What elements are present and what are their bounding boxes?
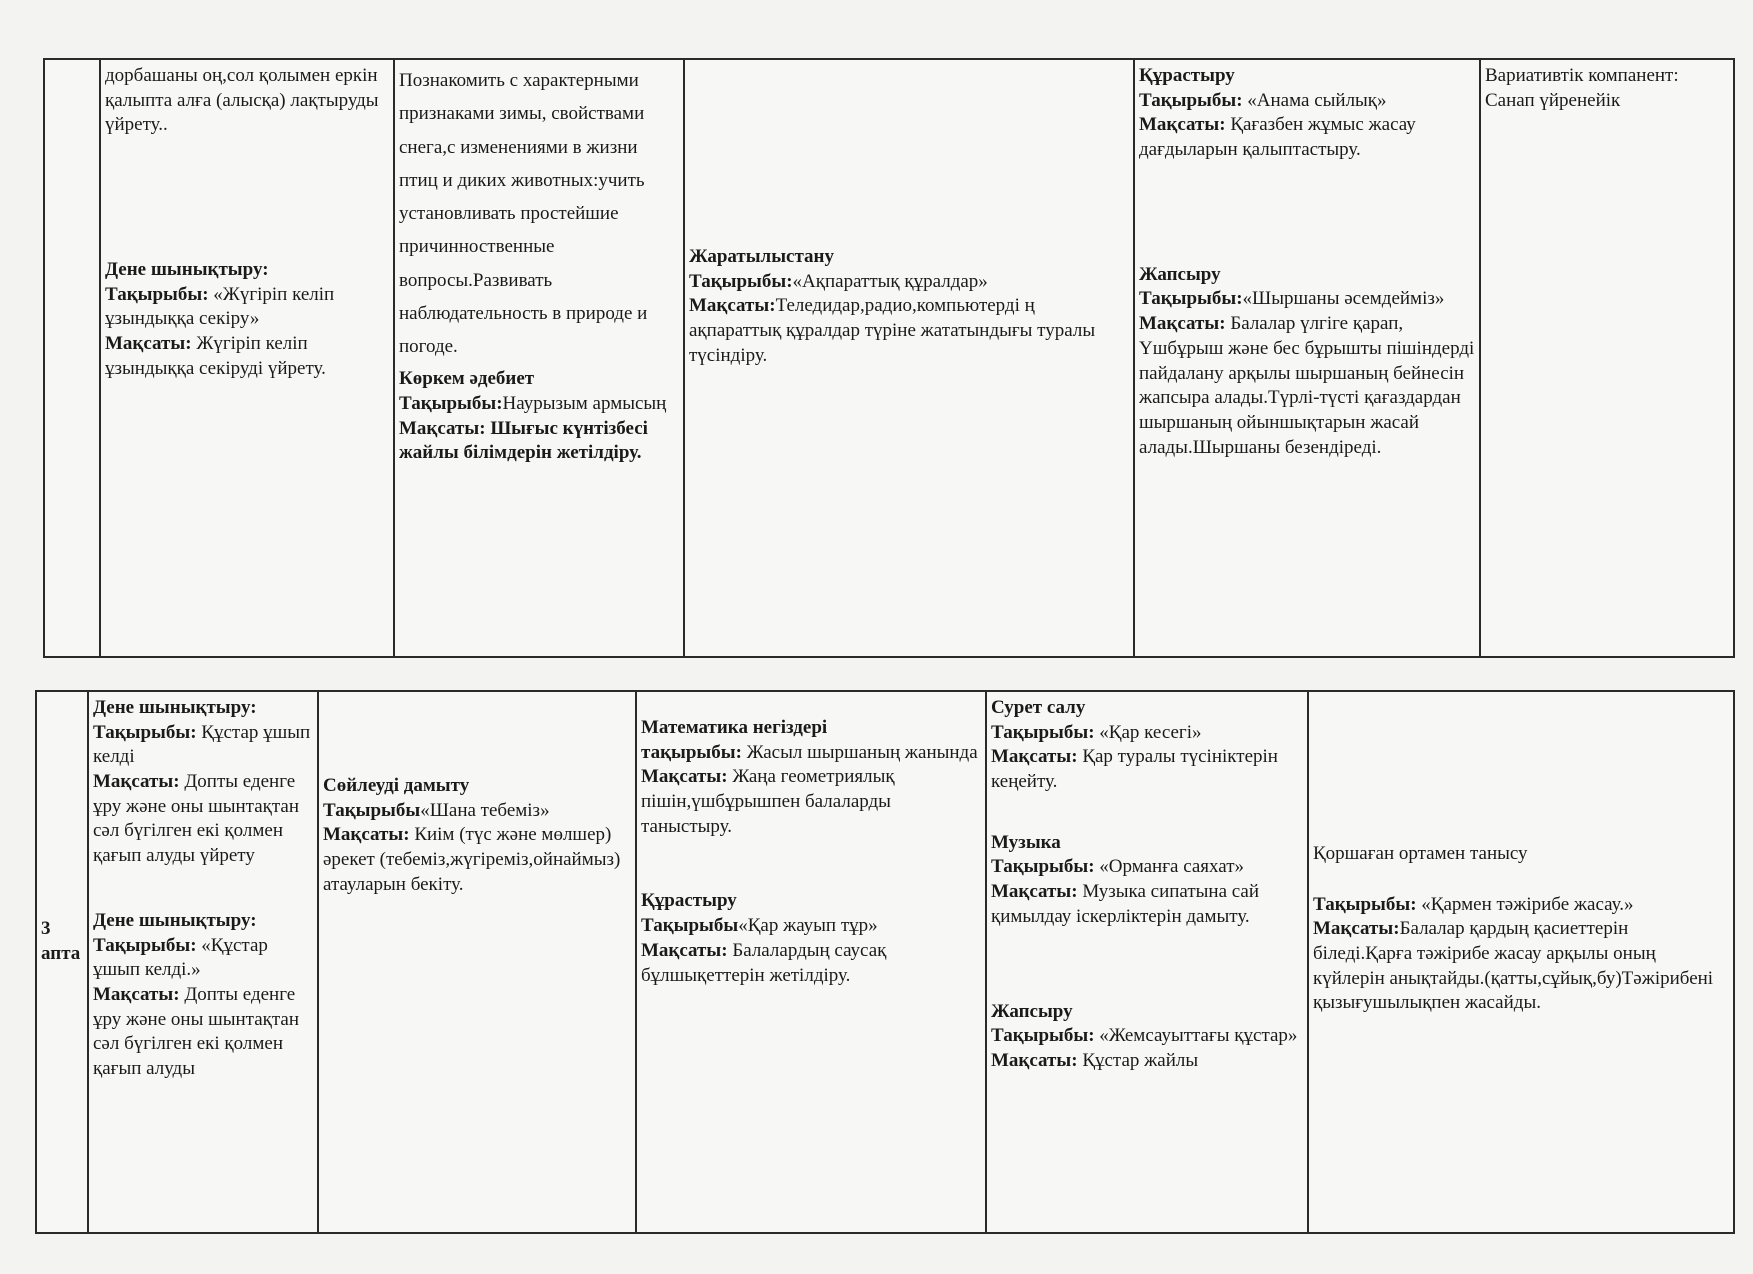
- topic-text: «Анама сыйлық»: [1247, 89, 1387, 111]
- goal-text: Жүгіріп келіп ұзындыққа секіруді үйрету.: [105, 333, 326, 379]
- subject-title: Көркем әдебиет: [399, 368, 535, 390]
- goal-label: Мақсаты:: [991, 1049, 1078, 1071]
- topic-label: Тақырыбы:: [1139, 288, 1243, 310]
- goal-text: Балалардың саусақ бұлшықеттерін жетілдіру.: [641, 939, 887, 986]
- topic-text: «Қар жауып тұр»: [738, 915, 878, 937]
- day-cell-4: [1135, 60, 1481, 656]
- topic-text: «Орманға саяхат»: [1099, 856, 1245, 878]
- goal-text: Қар туралы түсініктерін кеңейту.: [991, 746, 1278, 793]
- cell-text: дорбашаны оң,сол қолымен еркін қалыпта алға (алысқа) лақтыруды үйрету..: [105, 65, 379, 136]
- topic-label: Тақырыбы:: [93, 934, 197, 956]
- subject-title: Құрастыру: [1139, 65, 1235, 86]
- topic-label: Тақырыбы:: [93, 721, 197, 743]
- topic-label: тақырыбы:: [641, 741, 742, 763]
- topic-text: «Шыршаны әсемдейміз»: [1242, 288, 1445, 310]
- subject-title: Математика негіздері: [641, 717, 828, 738]
- lesson-table-bottom: [35, 690, 1735, 1234]
- cell-text: Қоршаған ортамен танысу: [1313, 843, 1528, 864]
- week-label: 3 апта: [41, 918, 81, 964]
- cell-text: Вариативтік компанент: Санап үйренейік: [1485, 65, 1679, 111]
- lesson-block: [93, 909, 313, 1082]
- goal-label: Мақсаты:: [641, 939, 728, 961]
- goal-label: Мақсаты:: [105, 333, 192, 355]
- goal-text: Шығыс күнтізбесі жайлы білімдерін жетілдіру.: [399, 417, 648, 464]
- goal-text: Қағазбен жұмыс жасау дағдыларын қалыптастыру.: [1139, 114, 1416, 161]
- topic-label: Тақырыбы:: [689, 270, 793, 292]
- lesson-block: [991, 1000, 1303, 1074]
- week-cell: [45, 60, 101, 656]
- lesson-block: [689, 245, 1129, 368]
- day-cell-5: [1481, 60, 1733, 656]
- lesson-block: [991, 696, 1303, 795]
- subject-title: Жапсыру: [991, 1000, 1073, 1022]
- subject-title: Құрастыру: [641, 890, 737, 912]
- lesson-block: [991, 831, 1303, 930]
- topic-label: Тақырыбы:: [1139, 89, 1243, 111]
- lesson-block: [1139, 263, 1475, 461]
- subject-title: Сөйлеуді дамыту: [323, 775, 470, 796]
- day-cell-1: [101, 60, 395, 656]
- cell-text: Познакомить с характерными признаками зимы, свойствами снега,с изменениями в жизни птиц и диких животных:учить установливать простейшие причинноственные вопросы.Развивать наблюдательность в природе и погоде.: [399, 70, 648, 357]
- topic-text: «Қар кесегі»: [1099, 721, 1202, 743]
- topic-label: Тақырыбы: [323, 799, 421, 821]
- day-cell-2: [319, 692, 637, 1232]
- subject-title: Сурет салу: [991, 697, 1086, 718]
- goal-text: Теледидар,радио,компьютерді ң ақпараттық құралдар түріне жататындығы туралы түсіндіру.: [689, 295, 1096, 366]
- goal-text: Допты еденге ұру және оны шынтақтан сәл бүгілген екі қолмен қағып алуды үйрету: [93, 771, 299, 867]
- goal-label: Мақсаты:: [399, 417, 486, 439]
- topic-label: Тақырыбы: [641, 915, 739, 937]
- topic-label: Тақырыбы:: [1313, 893, 1417, 915]
- lesson-block: [641, 716, 981, 839]
- goal-label: Мақсаты:: [1139, 114, 1226, 136]
- topic-label: Тақырыбы:: [991, 856, 1095, 878]
- goal-label: Мақсаты:: [1139, 313, 1226, 335]
- subject-title: Дене шынықтыру:: [93, 697, 257, 718]
- topic-label: Тақырыбы:: [991, 721, 1095, 743]
- day-cell-4: [987, 692, 1309, 1232]
- topic-text: «Жүгіріп келіп ұзындыққа секіру»: [105, 283, 335, 330]
- goal-text: Құстар жайлы: [1082, 1049, 1199, 1071]
- goal-text: Допты еденге ұру және оны шынтақтан сәл бүгілген екі қолмен қағып алуды: [93, 983, 299, 1079]
- day-cell-3: [685, 60, 1135, 656]
- lesson-block: [399, 367, 679, 466]
- topic-text: «Шана тебеміз»: [420, 799, 550, 821]
- topic-text: Құстар ұшып келді: [93, 721, 311, 768]
- lesson-block: [93, 696, 313, 869]
- topic-label: Тақырыбы:: [105, 283, 209, 305]
- topic-label: Тақырыбы:: [991, 1025, 1095, 1047]
- topic-text: Жасыл шыршаның жанында: [746, 741, 978, 763]
- week-cell: [37, 692, 89, 1232]
- goal-text: Киім (түс және мөлшер) әрекет (тебеміз,жүгіреміз,ойнаймыз) атауларын бекіту.: [323, 824, 621, 895]
- subject-title: Музыка: [991, 831, 1061, 853]
- lesson-table-top: [43, 58, 1735, 658]
- subject-title: Жаратылыстану: [689, 246, 834, 267]
- subject-title: Дене шынықтыру:: [93, 909, 257, 931]
- subject-title: Дене шынықтыру:: [105, 259, 269, 281]
- topic-text: Наурызым армысың: [502, 392, 667, 414]
- goal-label: Мақсаты:: [323, 824, 410, 846]
- goal-text: Балалар үлгіге қарап, Үшбұрыш және бес бұрышты пішіндерді пайдалану арқылы шыршаның бейнесін жапсыра алады.Түрлі-түсті қағаздардан шыршаның ойыншықтарын жасай алады.Шыршаны безендіреді.: [1139, 313, 1475, 458]
- goal-label: Мақсаты:: [641, 766, 728, 788]
- lesson-block: [641, 889, 981, 988]
- goal-label: Мақсаты:: [991, 881, 1078, 903]
- goal-text: Балалар қардың қасиеттерін біледі.Қарға тәжірибе жасау арқылы оның күйлерін анықтайды.(қатты,сұйық,бу)Тәжірибені қызығушылықпен жасайды.: [1313, 918, 1714, 1014]
- goal-text: Музыка сипатына сай қимылдау іскерліктерін дамыту.: [991, 881, 1260, 927]
- subject-title: Жапсыру: [1139, 263, 1221, 285]
- day-cell-2: [395, 60, 685, 656]
- lesson-block: [105, 258, 389, 381]
- goal-label: Мақсаты:: [93, 771, 180, 793]
- lesson-block: [1139, 64, 1475, 163]
- topic-text: «Ақпараттық құралдар»: [792, 270, 988, 292]
- day-cell-3: [637, 692, 987, 1232]
- goal-label: Мақсаты:: [689, 295, 776, 317]
- goal-label: Мақсаты:: [1313, 918, 1400, 940]
- topic-text: «Қармен тәжірибе жасау.»: [1421, 893, 1634, 915]
- topic-label: Тақырыбы:: [399, 392, 503, 414]
- goal-text: Жаңа геометриялық пішін,үшбұрышпен балаларды таныстыру.: [641, 766, 895, 837]
- topic-text: «Құстар ұшып келді.»: [93, 934, 268, 981]
- lesson-block: [323, 774, 631, 897]
- goal-label: Мақсаты:: [93, 983, 180, 1005]
- goal-label: Мақсаты:: [991, 746, 1078, 768]
- lesson-block: [1313, 893, 1729, 1016]
- topic-text: «Жемсауыттағы құстар»: [1099, 1025, 1298, 1047]
- day-cell-5: [1309, 692, 1733, 1232]
- day-cell-1: [89, 692, 319, 1232]
